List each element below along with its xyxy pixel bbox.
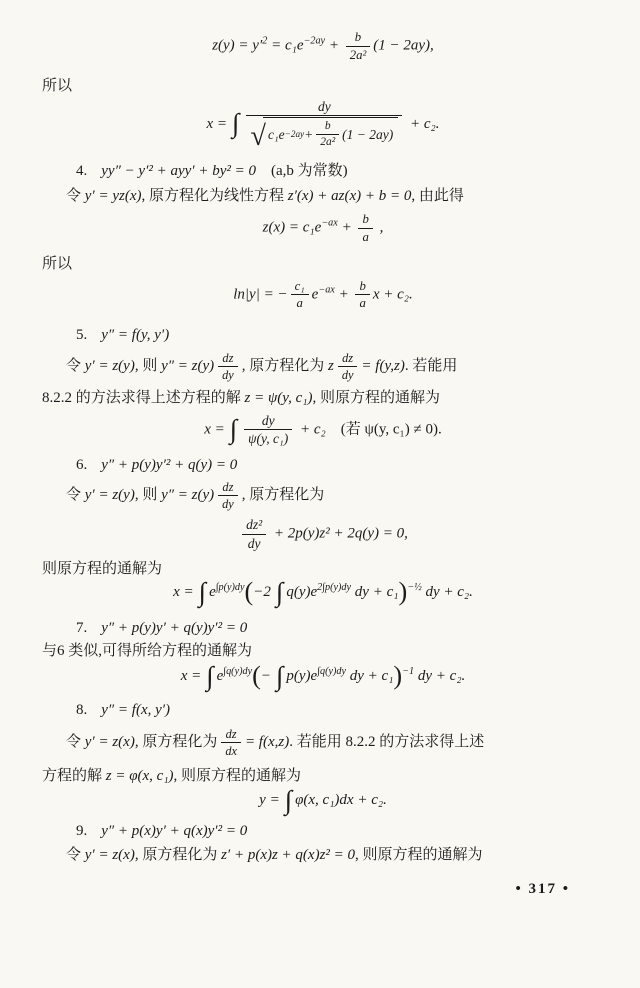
fraction — [244, 413, 292, 447]
display-formula-z-of-y — [42, 30, 604, 62]
math-text: + — [325, 37, 343, 54]
math-text: x + c₂. — [372, 286, 413, 303]
math-text: = c₁e — [267, 37, 304, 54]
chinese-text: , 则原方程的通解为 — [355, 846, 483, 863]
integral-sign: ∫ — [284, 784, 293, 815]
math-text: z — [327, 358, 334, 375]
integral-sign: ∫ — [275, 577, 284, 608]
math-text: , — [375, 219, 384, 236]
chinese-text: , 则原方程的通解为 — [173, 767, 302, 784]
denominator: a — [296, 296, 303, 311]
math-text: y″ = f(x, y′) — [101, 701, 171, 718]
display-formula-item8-solution — [42, 784, 604, 815]
display-formula-item6-solution — [42, 577, 604, 608]
math-text: y′ = z(x) — [84, 846, 135, 863]
math-text: + c₂. — [406, 115, 440, 132]
math-text: dy + c₁ — [351, 584, 399, 601]
item-number: 5. — [76, 326, 88, 343]
math-text: + — [304, 127, 314, 142]
display-formula-x-integral-sqrt — [42, 98, 604, 153]
math-text: ln|y| = − — [233, 286, 288, 303]
numerator: dz² — [242, 517, 266, 535]
radical-sign: √ — [250, 121, 266, 153]
fraction — [218, 351, 238, 382]
math-text: x = — [173, 584, 194, 601]
math-text: y′ = z(y) — [84, 358, 135, 375]
denominator — [246, 116, 402, 153]
math-text: y″ + p(y)y′² + q(y) = 0 — [101, 456, 238, 473]
math-text: + 2p(y)z² + 2q(y) = 0, — [270, 525, 408, 542]
integral-sign: ∫ — [229, 413, 238, 444]
integral-sign: ∫ — [232, 108, 240, 139]
numerator: b — [346, 30, 371, 47]
numerator: c₁ — [291, 279, 309, 296]
item-5-body — [42, 351, 604, 382]
square-root — [250, 117, 398, 153]
numerator: dz — [221, 727, 241, 743]
chinese-text: 令 — [66, 187, 85, 204]
chinese-text: , 则 — [134, 358, 162, 375]
math-text: = f(y,z) — [361, 358, 405, 375]
math-text: y′ = z(x) — [84, 734, 135, 751]
math-text: −2 — [253, 584, 271, 601]
superscript: ∫q(y)dy — [223, 666, 253, 678]
chinese-text: 方程的解 — [42, 767, 106, 784]
math-text: dy + c₂. — [421, 584, 473, 601]
item-4-body — [42, 186, 604, 206]
display-formula-dz2-dy — [42, 517, 604, 551]
numerator: dz — [338, 351, 358, 367]
item-8-heading — [42, 700, 604, 720]
chinese-text: , 原方程化为 — [241, 358, 328, 375]
display-formula-item7-solution — [42, 661, 604, 692]
fraction — [291, 279, 309, 311]
superscript: −ax — [321, 217, 338, 229]
chinese-text: , 原方程化为 — [134, 734, 218, 751]
item-7-heading — [42, 618, 604, 638]
superscript: 2∫p(y)dy — [317, 582, 352, 594]
math-text: y′ = z(y) — [84, 486, 135, 503]
denominator: ψ(y, c₁) — [248, 431, 289, 447]
chinese-text: , 则原方程的通解为 — [312, 390, 440, 407]
fraction — [242, 517, 266, 551]
numerator: dy — [246, 99, 402, 117]
denominator: dy — [341, 368, 354, 383]
display-formula-z-of-x — [42, 212, 604, 244]
fraction — [355, 279, 369, 311]
integral-sign: ∫ — [275, 661, 284, 692]
chinese-text: . 若能用 — [404, 358, 458, 375]
radicand — [263, 117, 398, 149]
math-text: p(y)e — [286, 668, 318, 685]
math-text: y″ + p(x)y′ + q(x)y′² = 0 — [101, 823, 248, 840]
item-number: 8. — [76, 701, 88, 718]
math-text: z(x) = c₁e — [262, 219, 322, 236]
item-number: 4. — [76, 163, 88, 180]
numerator: b — [355, 279, 369, 296]
denominator: 2a² — [349, 47, 367, 62]
integral-sign: ∫ — [206, 661, 214, 692]
numerator: dz — [218, 351, 238, 367]
fraction — [358, 212, 372, 244]
general-solution-label: 则原方程的通解为 — [42, 561, 163, 578]
superscript: −½ — [407, 582, 422, 594]
chinese-text: , 原方程化为线性方程 — [141, 187, 288, 204]
numerator: dz — [218, 480, 238, 496]
math-text: (1 − 2ay), — [373, 37, 434, 54]
math-text: φ(x, c₁)dx + c₂. — [295, 791, 387, 808]
item-5-body-continued — [42, 388, 604, 408]
math-text: + c₂ — [296, 421, 326, 438]
item-5-heading — [42, 325, 604, 345]
therefore-label: 所以 — [42, 256, 73, 273]
left-paren: ( — [244, 577, 254, 607]
superscript: −ax — [318, 284, 335, 296]
fraction — [221, 727, 241, 758]
item-number: 9. — [76, 823, 88, 840]
denominator: a — [362, 229, 369, 244]
numerator: b — [358, 212, 372, 229]
math-text: e — [311, 286, 319, 303]
math-text: c₁e — [267, 127, 285, 142]
right-paren: ) — [398, 577, 408, 607]
math-text: q(y)e — [286, 584, 318, 601]
superscript: −2ay — [284, 129, 305, 140]
chinese-text: (a,b 为常数) — [256, 163, 348, 180]
chinese-text: . 若能用 8.2.2 的方法求得上述 — [289, 734, 485, 751]
superscript: ∫q(y)dy — [317, 666, 347, 678]
math-text: y″ = z(y) — [161, 358, 215, 375]
math-text: x = — [180, 668, 202, 685]
math-text: z = ψ(y, c₁) — [244, 390, 313, 407]
item-7-body: 与6 类似,可得所给方程的通解为 — [42, 643, 253, 660]
superscript: 2 — [262, 35, 268, 47]
item-6-heading — [42, 455, 604, 475]
math-text: z′ + p(x)z + q(x)z² = 0 — [221, 846, 356, 863]
math-text: + — [334, 286, 353, 303]
math-text: + — [337, 219, 356, 236]
math-text: y′ = yz(x) — [84, 187, 142, 204]
math-text: dy + c₂. — [414, 668, 466, 685]
chinese-text: , 原方程化为 — [241, 486, 325, 503]
left-paren: ( — [252, 661, 261, 691]
item-9-body — [42, 845, 604, 865]
math-text: e — [216, 668, 224, 685]
chinese-text: 令 — [66, 486, 85, 503]
math-text: yy″ − y′² + ayy′ + by² = 0 — [101, 163, 256, 180]
math-text: y″ = z(y) — [161, 486, 215, 503]
item-8-body-continued — [42, 766, 604, 786]
math-text: x = — [204, 421, 225, 438]
item-number: 6. — [76, 456, 88, 473]
display-formula-ln-y — [42, 279, 604, 311]
math-text: − — [260, 668, 271, 685]
superscript: −2ay — [303, 35, 326, 47]
math-text: z(y) = y′ — [212, 37, 263, 54]
denominator: 2a² — [320, 136, 336, 149]
item-4-heading — [42, 161, 604, 181]
fraction — [218, 480, 238, 511]
denominator: dy — [222, 368, 234, 383]
chinese-text: 令 — [66, 846, 85, 863]
math-text: dy + c₁ — [346, 668, 394, 685]
superscript: ∫p(y)dy — [215, 582, 245, 594]
superscript: −1 — [402, 666, 415, 678]
math-text: e — [209, 584, 216, 601]
math-text: y″ + p(y)y′ + q(y)y′² = 0 — [101, 619, 248, 636]
chinese-text: , 原方程化为 — [134, 846, 222, 863]
math-text: z′(x) + az(x) + b = 0 — [287, 187, 412, 204]
chinese-text: , 由此得 — [411, 187, 464, 204]
chinese-text: , 则 — [134, 486, 162, 503]
therefore-label: 所以 — [42, 78, 73, 95]
page-number: • 317 • — [515, 880, 570, 897]
chinese-text: (若 ψ(y, c₁) ≠ 0). — [325, 421, 442, 438]
item-6-body — [42, 480, 604, 511]
fraction — [346, 30, 371, 62]
right-paren: ) — [393, 661, 403, 691]
denominator: dy — [222, 497, 234, 512]
math-text: (1 − 2ay) — [342, 127, 394, 142]
denominator: a — [359, 296, 366, 311]
chinese-text: 令 — [66, 358, 85, 375]
chinese-text: 令 — [66, 734, 85, 751]
denominator: dx — [225, 744, 237, 759]
display-formula-x-integral-psi — [42, 413, 604, 447]
fraction — [338, 351, 358, 382]
numerator: b — [316, 120, 339, 135]
fraction — [316, 120, 339, 149]
chinese-text: 8.2.2 的方法求得上述方程的解 — [42, 390, 245, 407]
math-text: y″ = f(y, y′) — [101, 326, 170, 343]
math-text: x = — [206, 115, 228, 132]
denominator: dy — [247, 535, 261, 551]
math-text: z = φ(x, c₁) — [105, 767, 174, 784]
math-text: y = — [259, 791, 280, 808]
math-text: = f(x,z) — [244, 734, 290, 751]
item-number: 7. — [76, 619, 88, 636]
numerator: dy — [244, 413, 292, 431]
item-9-heading — [42, 821, 604, 841]
integral-sign: ∫ — [198, 577, 207, 608]
fraction — [246, 98, 402, 153]
item-8-body — [42, 727, 604, 758]
